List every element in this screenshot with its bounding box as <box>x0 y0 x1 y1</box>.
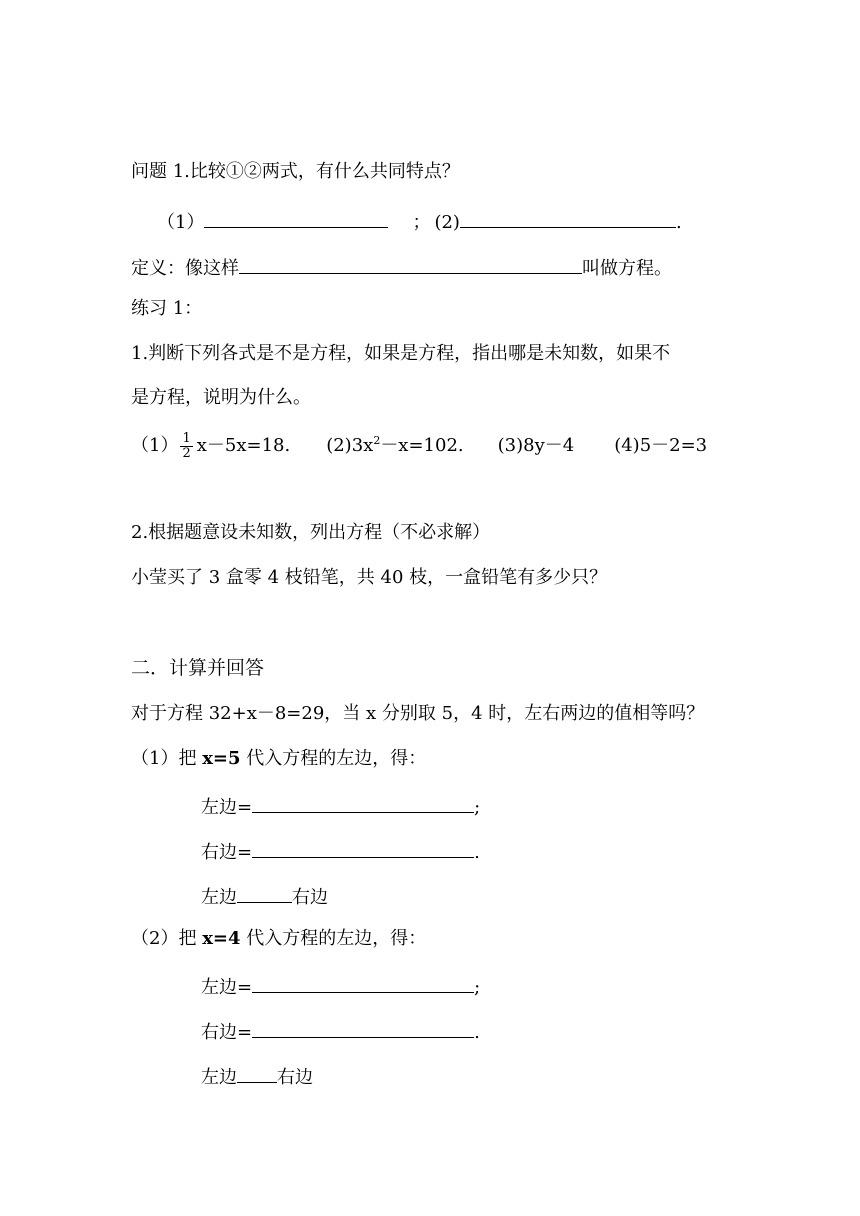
formula-4: (4)5－2=3 <box>614 435 708 456</box>
part-2-right-blank[interactable] <box>252 1017 474 1038</box>
compare-left-label: 左边 <box>201 887 237 908</box>
part-1-label: （1）把 <box>131 748 203 769</box>
formula-1-rest: x－5x=18. <box>196 435 291 456</box>
practice-1-title: 练习 1： <box>131 298 203 319</box>
problem-2-title: 2.根据题意设未知数，列出方程（不必求解） <box>131 522 491 543</box>
problem-1-line-1: 1.判断下列各式是不是方程，如果是方程，指出哪是未知数，如果不 <box>131 343 671 364</box>
formula-1-label: （1） <box>131 435 179 456</box>
blank-1[interactable] <box>204 207 388 228</box>
part-1-left-blank[interactable] <box>252 792 474 813</box>
period: . <box>474 1022 480 1043</box>
section-2-title: 二．计算并回答 <box>131 657 265 679</box>
question-1-blanks-row <box>157 207 682 235</box>
formula-2-pre: (2)3x <box>326 435 374 456</box>
formula-2-exponent: 2 <box>373 434 381 447</box>
problem-2-text: 小莹买了 3 盒零 4 枝铅笔，共 40 枝，一盒铅笔有多少只？ <box>131 567 608 588</box>
formula-row <box>131 426 707 466</box>
part-1-rest: 代入方程的左边，得： <box>240 748 427 769</box>
part-2-left-blank[interactable] <box>252 972 474 993</box>
question-1-title: 问题 1.比较①②两式，有什么共同特点？ <box>131 161 460 182</box>
part-2-right-row <box>201 1017 480 1045</box>
right-side-label: 右边= <box>201 1022 253 1043</box>
definition-suffix: 叫做方程。 <box>582 258 672 279</box>
part-1-compare-blank[interactable] <box>237 882 292 903</box>
compare-left-label: 左边 <box>201 1067 237 1088</box>
part-2-compare-row <box>201 1062 313 1090</box>
period: . <box>474 842 480 863</box>
problem-1-line-2: 是方程，说明为什么。 <box>131 387 311 408</box>
part-2-label: （2）把 <box>131 928 203 949</box>
part-1-right-row <box>201 837 480 865</box>
section-2-intro: 对于方程 32+x－8=29，当 x 分别取 5，4 时，左右两边的值相等吗？ <box>131 703 705 724</box>
separator: ； <box>412 212 431 233</box>
part-1-compare-row <box>201 882 328 910</box>
fraction-one-half <box>180 432 192 461</box>
definition-prefix: 定义：像这样 <box>131 258 239 279</box>
compare-right-label: 右边 <box>277 1067 313 1088</box>
part-1-value: x=5 <box>202 748 241 769</box>
part-2-compare-blank[interactable] <box>237 1062 277 1083</box>
left-side-label: 左边= <box>201 797 253 818</box>
fraction-denominator: 2 <box>182 445 191 461</box>
part-1-right-blank[interactable] <box>252 837 474 858</box>
definition-row <box>131 253 672 281</box>
compare-right-label: 右边 <box>292 887 328 908</box>
item-1-label: （1） <box>157 212 205 233</box>
part-2-rest: 代入方程的左边，得： <box>240 928 427 949</box>
formula-2-post: －x=102. <box>380 435 464 456</box>
formula-3: (3)8y－4 <box>497 435 575 456</box>
definition-blank[interactable] <box>239 253 582 274</box>
left-side-label: 左边= <box>201 977 253 998</box>
part-1-instruction <box>131 747 426 771</box>
part-2-value: x=4 <box>202 928 241 949</box>
item-2-label: (2) <box>434 212 460 233</box>
semicolon: ; <box>474 977 481 998</box>
blank-2[interactable] <box>460 207 676 228</box>
end-period: . <box>675 212 682 233</box>
right-side-label: 右边= <box>201 842 253 863</box>
part-2-left-row <box>201 972 480 1000</box>
fraction-numerator: 1 <box>182 430 191 446</box>
semicolon: ; <box>474 797 481 818</box>
part-2-instruction <box>131 927 426 951</box>
part-1-left-row <box>201 792 480 820</box>
